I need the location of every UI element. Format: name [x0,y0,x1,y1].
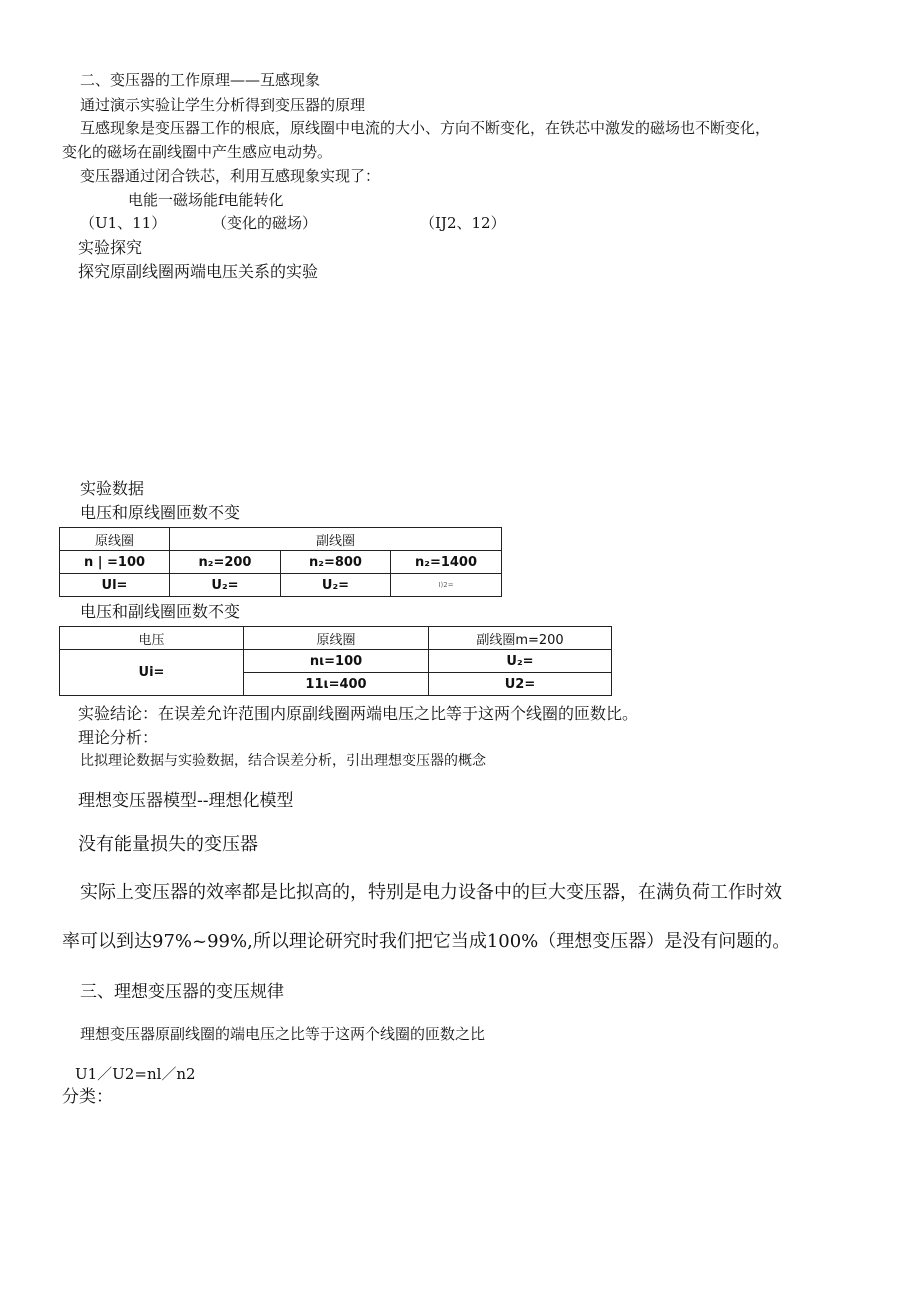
paragraph-line: 变化的磁场在副线圈中产生感应电动势。 [62,143,333,161]
conclusion: 实验结论：在误差允许范围内原副线圈两端电压之比等于这两个线圈的匝数比。 [78,704,639,723]
table-cell: Ul= [60,574,170,597]
efficiency-line: 实际上变压器的效率都是比拟高的，特别是电力设备中的巨大变压器，在满负荷工作时效 [80,882,782,903]
table-cell: n₂=800 [281,551,391,574]
header-secondary: 副线圈m=200 [429,627,612,650]
classification-label: 分类： [62,1087,113,1107]
energy-conversion: 电能一磁场能f电能转化 [128,191,284,209]
section-heading: 二、变压器的工作原理——互感现象 [80,71,321,89]
table-cell: U₂= [429,650,612,673]
paragraph-line: 变压器通过闭合铁芯，利用互感现象实现了： [80,167,381,185]
header-primary: 原线圈 [244,627,429,650]
header-voltage: 电压 [60,627,244,650]
theory-line: 比拟理论数据与实验数据，结合误差分析，引出理想变压器的概念 [80,753,486,769]
explore-title: 实验探究 [78,238,143,257]
table-cell: I)2= [391,574,502,597]
table-row [60,551,502,574]
explore-subtitle: 探究原副线圈两端电压关系的实验 [78,262,319,281]
table-cell: 11ι=400 [244,673,429,696]
header-secondary: 副线圈 [170,528,502,551]
table-cell: n₂=200 [170,551,281,574]
table-cell: U₂= [281,574,391,597]
intro-line: 通过演示实验让学生分析得到变压器的原理 [80,96,366,114]
paragraph-line: 互感现象是变压器工作的根底，原线圈中电流的大小、方向不断变化，在铁芯中激发的磁场也不断变化， [80,119,771,137]
table-row [60,627,612,650]
table-cell: n₂=1400 [391,551,502,574]
label-u2: （IJ2、12） [420,214,506,232]
ideal-model: 理想变压器模型--理想化模型 [78,791,294,811]
section3-heading: 三、理想变压器的变压规律 [80,982,284,1002]
data-title: 实验数据 [80,479,145,498]
table-row [60,574,502,597]
table-row [60,650,612,673]
label-u1: （U1、11） [80,214,167,232]
table-cell: Ui= [60,650,244,696]
table-primary-fixed [59,527,502,597]
table-cell: nι=100 [244,650,429,673]
table-secondary-fixed [59,626,612,696]
table1-title: 电压和原线圈匝数不变 [80,503,241,522]
table-cell: U2= [429,673,612,696]
table-cell: U₂= [170,574,281,597]
formula: U1／U2=nl／n2 [75,1065,196,1083]
theory-title: 理论分析： [78,728,159,747]
efficiency-line: 率可以到达97%~99%,所以理论研究时我们把它当成100%（理想变压器）是没有问题的。 [62,931,791,952]
header-primary: 原线圈 [60,528,170,551]
table-cell: n | =100 [60,551,170,574]
table2-title: 电压和副线圈匝数不变 [80,602,241,621]
ideal-definition: 没有能量损失的变压器 [78,834,258,855]
label-field: （变化的磁场） [212,214,318,232]
rule-line: 理想变压器原副线圈的端电压之比等于这两个线圈的匝数之比 [80,1025,486,1043]
table-row [60,528,502,551]
